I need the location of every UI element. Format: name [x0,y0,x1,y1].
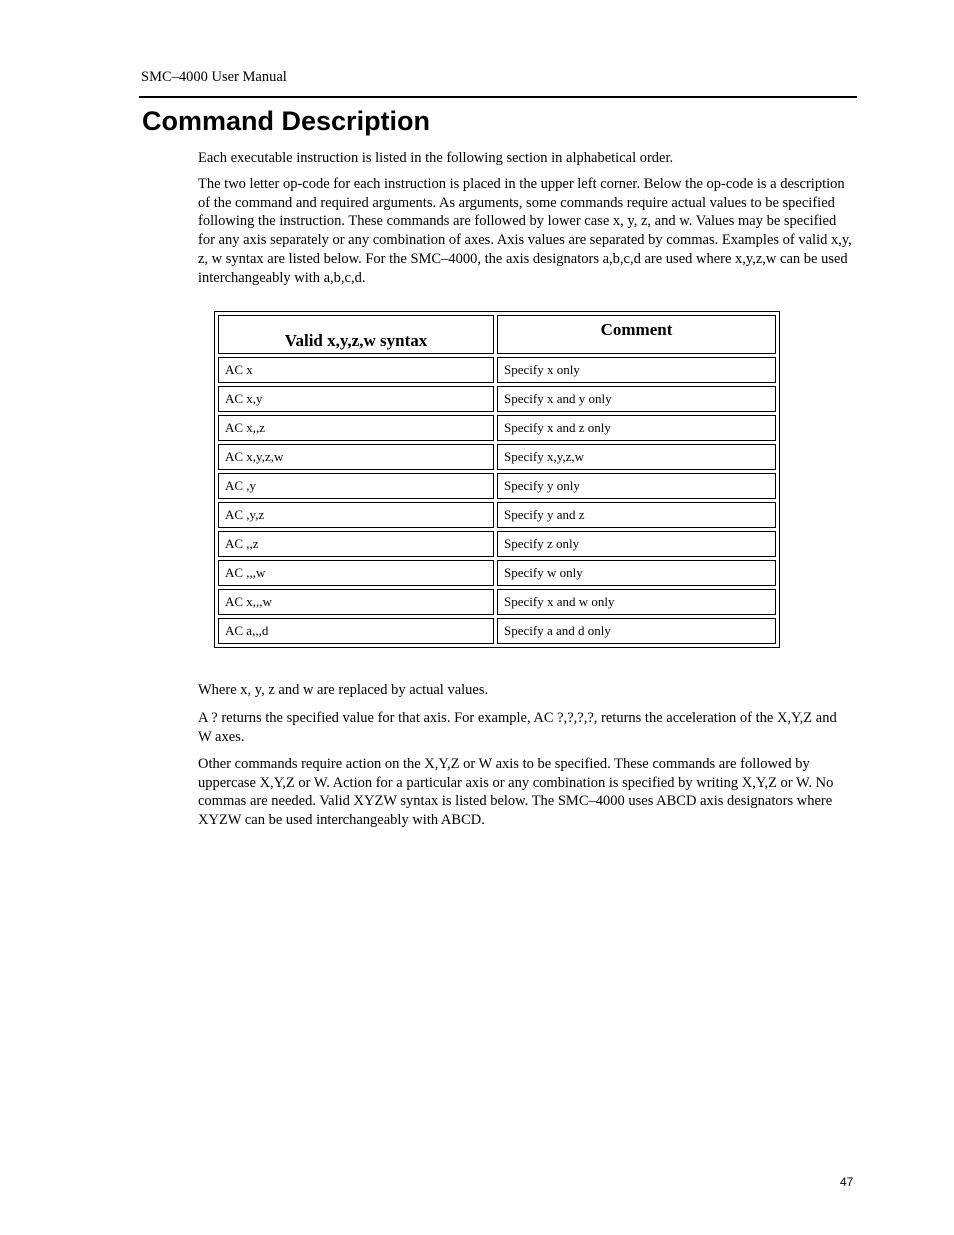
comment-cell: Specify x and y only [497,386,776,412]
section-title: Command Description [142,106,431,136]
syntax-cell: AC ,,z [218,531,494,557]
table-row [218,473,776,499]
syntax-cell: AC x,,,w [218,589,494,615]
syntax-cell: AC x [218,357,494,383]
table-row [218,531,776,557]
header-rule [139,96,857,98]
table-row [218,618,776,644]
uppercase-axis-paragraph: Other commands require action on the X,Y,Z or W axis to be specified. These commands are followed by uppercase X,Y,Z or W. Action for a particular axis or any combination is specified by writing X,Y,Z or W. No commas are needed. Valid XYZW syntax is listed below. The SMC–4000 uses ABCD axis designators where XYZW can be used interchangeably with ABCD. [198,756,834,829]
comment-cell: Specify w only [497,560,776,586]
table-row [218,502,776,528]
header-cell-syntax: Valid x,y,z,w syntax [218,315,494,354]
comment-cell: Specify x and w only [497,589,776,615]
table-row [218,357,776,383]
running-header: SMC–4000 User Manual [141,69,287,85]
comment-cell: Specify y and z [497,502,776,528]
syntax-cell: AC x,y,z,w [218,444,494,470]
table-row [218,444,776,470]
comment-cell: Specify x and z only [497,415,776,441]
comment-cell: Specify y only [497,473,776,499]
table-row [218,560,776,586]
page-number: 47 [840,1175,854,1189]
syntax-cell: AC a,,,d [218,618,494,644]
intro-paragraph: Each executable instruction is listed in the following section in alphabetical order. [198,150,674,166]
comment-cell: Specify a and d only [497,618,776,644]
opcode-paragraph: The two letter op-code for each instruction is placed in the upper left corner. Below the op-code is a description of the command and required arguments. As arguments, some commands require actual values to be specified following the instruction. These commands are followed by lower case x, y, z, and w. Values may be specified for any axis separately or any combination of axes. Axis values are separated by commas. Examples of valid x,y, z, w syntax are listed below. For the SMC–4000, the axis designators a,b,c,d are used where x,y,z,w can be used interchangeably with a,b,c,d. [198,176,852,286]
syntax-table [214,311,780,648]
comment-cell: Specify x only [497,357,776,383]
table-row [218,386,776,412]
syntax-cell: AC ,y [218,473,494,499]
replaced-values-paragraph: Where x, y, z and w are replaced by actual values. [198,682,489,698]
syntax-cell: AC ,y,z [218,502,494,528]
comment-cell: Specify x,y,z,w [497,444,776,470]
header-cell-comment: Comment [497,315,776,354]
table-row [218,589,776,615]
syntax-cell: AC x,y [218,386,494,412]
query-paragraph: A ? returns the specified value for that axis. For example, AC ?,?,?,?, returns the acceleration of the X,Y,Z and W axes. [198,710,837,745]
table-row [218,415,776,441]
comment-cell: Specify z only [497,531,776,557]
syntax-cell: AC x,,z [218,415,494,441]
syntax-cell: AC ,,,w [218,560,494,586]
syntax-table-header-row [218,315,776,354]
